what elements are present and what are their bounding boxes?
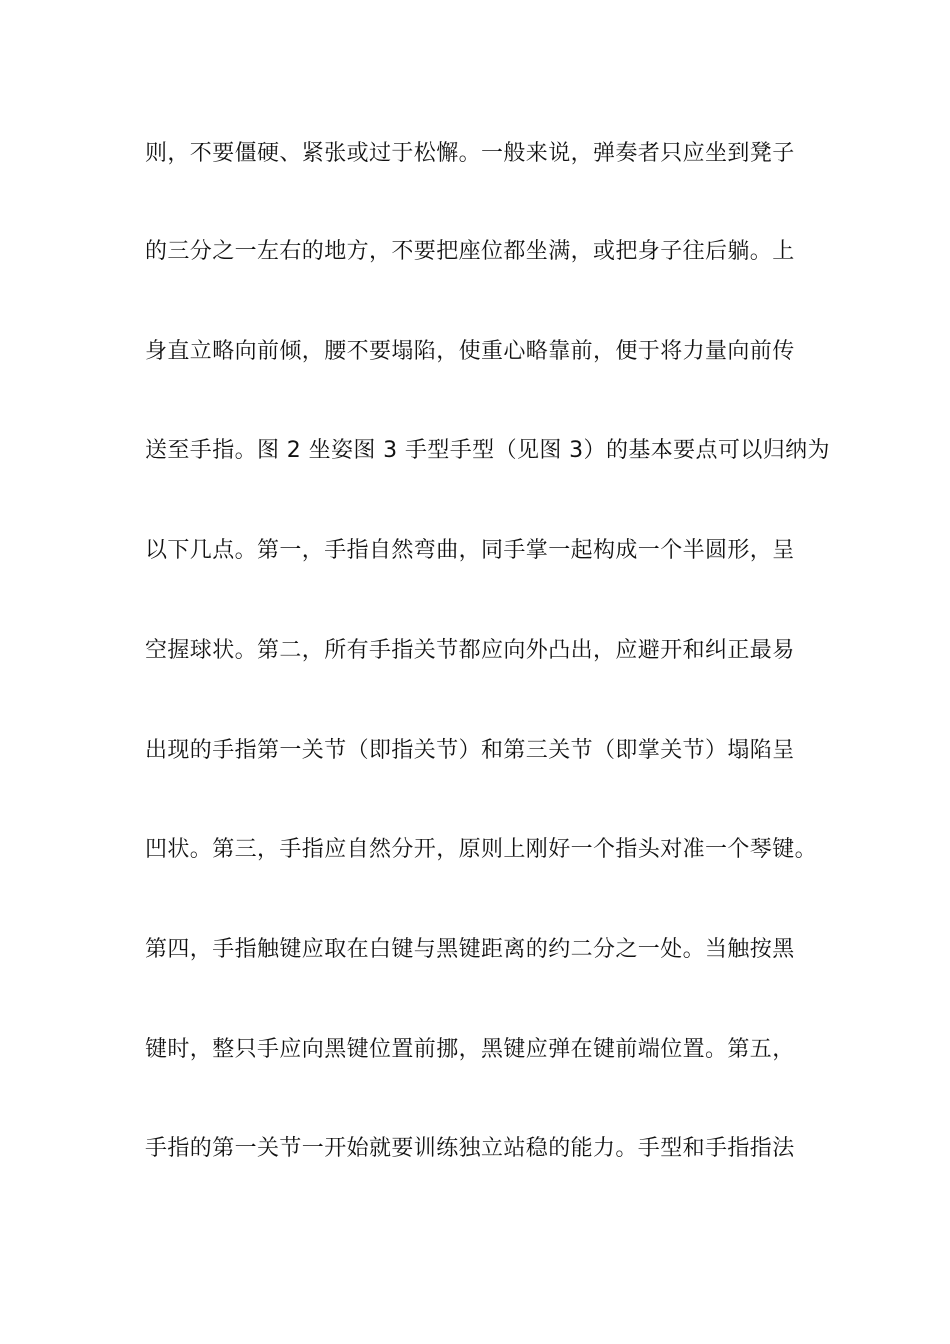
text-line-7: 出现的手指第一关节（即指关节）和第三关节（即掌关节）塌陷呈 bbox=[145, 738, 795, 763]
text-line-10: 键时，整只手应向黑键位置前挪，黑键应弹在键前端位置。第五， bbox=[145, 1037, 795, 1062]
text-line-9: 第四，手指触键应取在白键与黑键距离的约二分之一处。当触按黑 bbox=[145, 937, 795, 962]
text-line-11: 手指的第一关节一开始就要训练独立站稳的能力。手型和手指指法 bbox=[145, 1136, 795, 1161]
text-line-4: 送至手指。图 2 坐姿图 3 手型手型（见图 3）的基本要点可以归纳为 bbox=[145, 438, 830, 463]
text-line-6: 空握球状。第二，所有手指关节都应向外凸出，应避开和纠正最易 bbox=[145, 638, 795, 663]
text-line-8: 凹状。第三，手指应自然分开，原则上刚好一个指头对准一个琴键。 bbox=[145, 837, 818, 862]
text-line-1: 则，不要僵硬、紧张或过于松懈。一般来说，弹奏者只应坐到凳子 bbox=[145, 141, 795, 166]
text-line-3: 身直立略向前倾，腰不要塌陷，使重心略靠前，便于将力量向前传 bbox=[145, 339, 795, 364]
text-line-5: 以下几点。第一，手指自然弯曲，同手掌一起构成一个半圆形，呈 bbox=[145, 538, 795, 563]
text-line-2: 的三分之一左右的地方，不要把座位都坐满，或把身子往后躺。上 bbox=[145, 239, 795, 264]
